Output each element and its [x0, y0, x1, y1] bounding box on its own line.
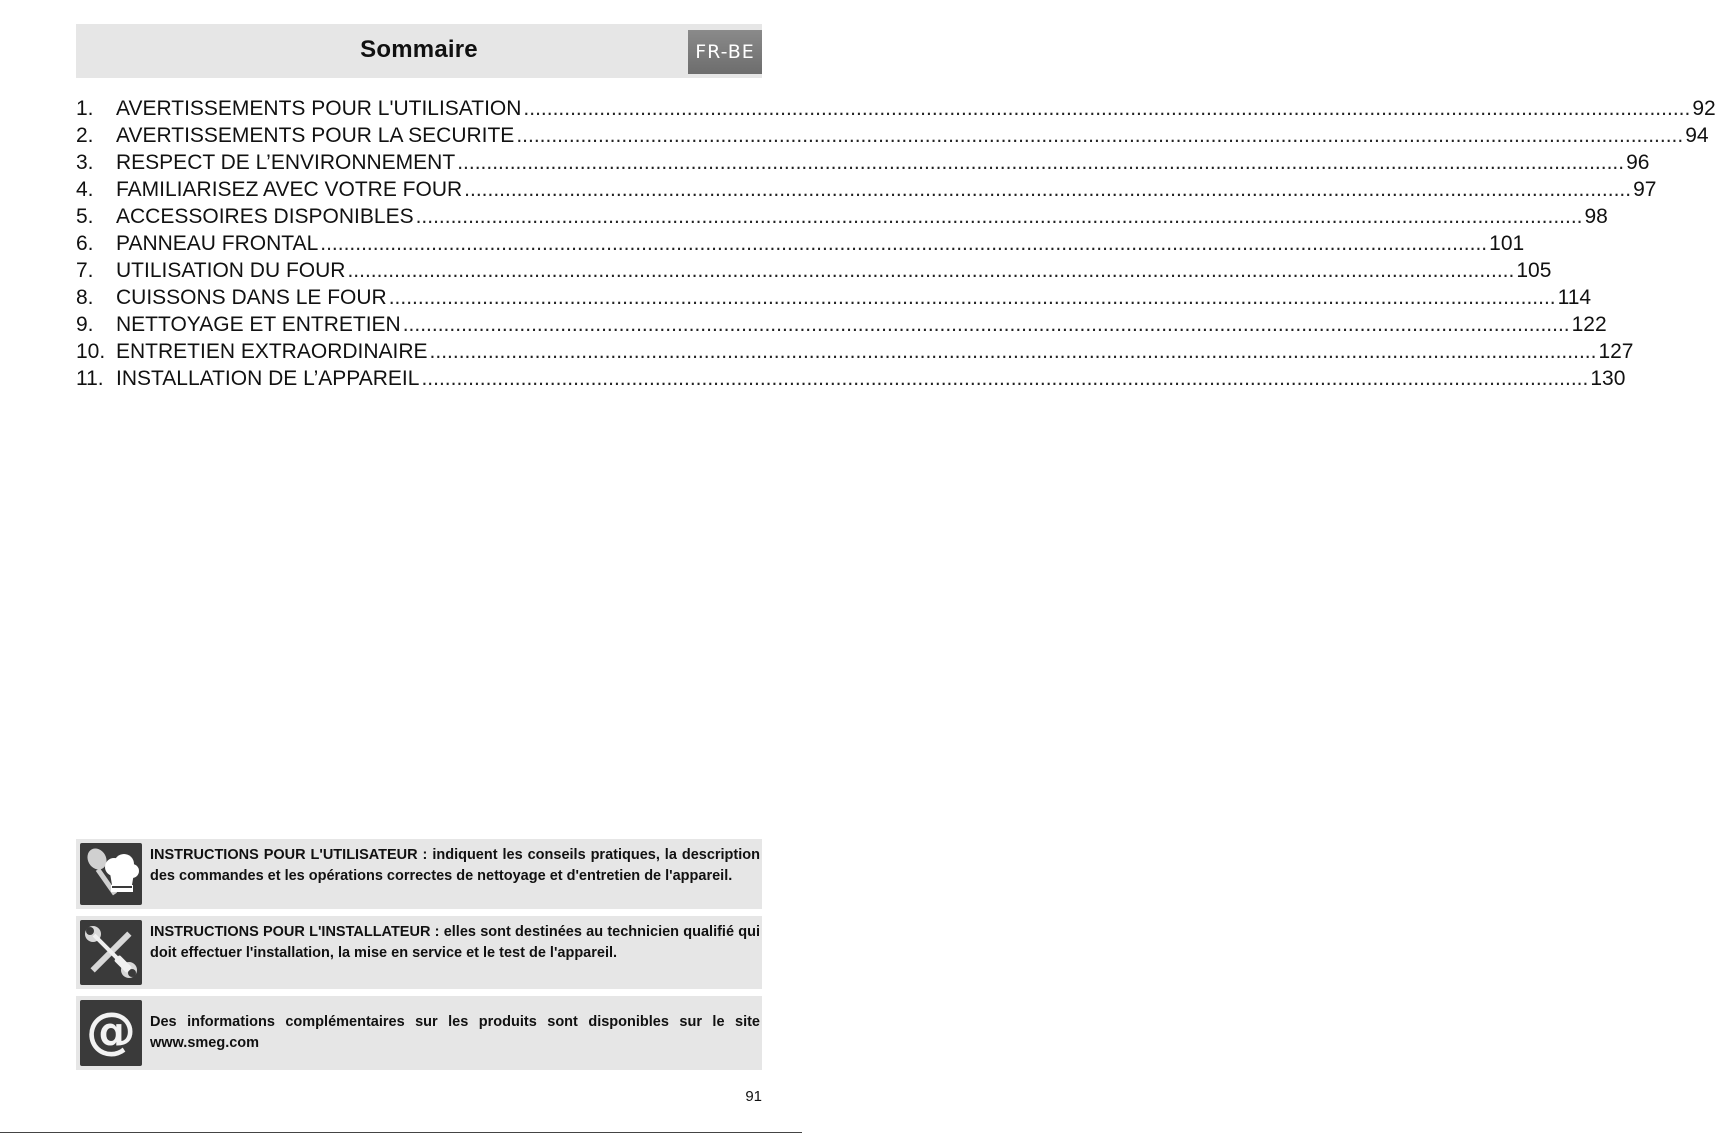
toc-entry-page: 105	[1516, 259, 1552, 282]
info-box-installer-instructions	[76, 916, 762, 989]
toc-entry-title: UTILISATION DU FOUR	[116, 259, 346, 282]
toc-entry-title: AVERTISSEMENTS POUR LA SECURITE	[116, 124, 515, 147]
toc-entry-title: CUISSONS DANS LE FOUR	[116, 286, 387, 309]
toc-entry	[76, 338, 1634, 365]
toc-entry-page: 114	[1557, 286, 1592, 309]
toc-entry-page: 98	[1584, 205, 1608, 228]
toc-entry-title: FAMILIARISEZ AVEC VOTRE FOUR	[116, 178, 463, 201]
installer-instructions-text: INSTRUCTIONS POUR L'INSTALLATEUR : elles sont destinées au technicien qualifié qui doit effectuer l'installation, la mise en service et le test de l'appareil.	[150, 924, 760, 961]
toc-entry-number: 7.	[76, 259, 94, 282]
toc-entry-number: 4.	[76, 178, 94, 201]
toc-entry-title: ACCESSOIRES DISPONIBLES	[116, 205, 414, 228]
toc-entry	[76, 365, 1626, 392]
toc-entry	[76, 176, 1657, 203]
toc-dot-leader: ........................................................................................................................................................................................................	[523, 97, 1691, 120]
toc-dot-leader: ........................................................................................................................................................................................................	[429, 340, 1597, 363]
toc-entry	[76, 122, 1709, 149]
toc-entry	[76, 149, 1650, 176]
svg-text:@: @	[86, 1002, 136, 1060]
info-box-user-instructions	[76, 839, 762, 909]
toc-entry-number: 3.	[76, 151, 94, 174]
toc-dot-leader: ........................................................................................................................................................................................................	[464, 178, 1632, 201]
toc-entry-title: ENTRETIEN EXTRAORDINAIRE	[116, 340, 428, 363]
toc-entry	[76, 257, 1552, 284]
toc-entry	[76, 230, 1525, 257]
toc-entry-page: 130	[1590, 367, 1626, 390]
toc-dot-leader: ........................................................................................................................................................................................................	[457, 151, 1625, 174]
toc-entry-page: 96	[1626, 151, 1650, 174]
toc-entry-title: NETTOYAGE ET ENTRETIEN	[116, 313, 401, 336]
toc-entry-title: AVERTISSEMENTS POUR L'UTILISATION	[116, 97, 522, 120]
toc-entry-page: 122	[1571, 313, 1607, 336]
toc-entry	[76, 95, 1716, 122]
toc-entry-page: 97	[1633, 178, 1657, 201]
toc-entry	[76, 203, 1608, 230]
header-bar	[76, 24, 762, 78]
toc-entry-number: 2.	[76, 124, 94, 147]
toc-entry	[76, 311, 1607, 338]
toc-entry-number: 8.	[76, 286, 94, 309]
toc-dot-leader: ........................................................................................................................................................................................................	[415, 205, 1583, 228]
toc-entry	[76, 284, 1592, 311]
toc-entry-page: 94	[1685, 124, 1709, 147]
at-sign-icon	[80, 1000, 142, 1066]
website-info-text: Des informations complémentaires sur les produits sont disponibles sur le site www.smeg.com	[150, 1014, 760, 1051]
toc-entry-page: 92	[1692, 97, 1716, 120]
chef-hat-spoon-icon	[80, 843, 142, 905]
toc-dot-leader: ........................................................................................................................................................................................................	[421, 367, 1589, 390]
toc-entry-number: 5.	[76, 205, 94, 228]
toc-dot-leader: ........................................................................................................................................................................................................	[516, 124, 1684, 147]
toc-entry-number: 11.	[76, 367, 104, 390]
toc-entry-title: INSTALLATION DE L’APPAREIL	[116, 367, 420, 390]
language-badge: FR-BE	[688, 30, 762, 74]
info-box-website-info	[76, 996, 762, 1070]
bottom-divider	[0, 1132, 802, 1133]
toc-entry-page: 127	[1598, 340, 1634, 363]
toc-entry-number: 6.	[76, 232, 94, 255]
wrench-screwdriver-icon	[80, 920, 142, 985]
page-number: 91	[745, 1088, 762, 1105]
toc-entry-number: 10.	[76, 340, 106, 363]
toc-entry-number: 9.	[76, 313, 94, 336]
toc-entry-number: 1.	[76, 97, 94, 120]
toc-entry-title: RESPECT DE L’ENVIRONNEMENT	[116, 151, 456, 174]
toc-dot-leader: ........................................................................................................................................................................................................	[388, 286, 1556, 309]
toc-entry-page: 101	[1489, 232, 1525, 255]
toc-entry-title: PANNEAU FRONTAL	[116, 232, 319, 255]
table-of-contents	[76, 95, 1716, 392]
page-title: Sommaire	[360, 36, 478, 63]
toc-dot-leader: ........................................................................................................................................................................................................	[320, 232, 1488, 255]
user-instructions-text: INSTRUCTIONS POUR L'UTILISATEUR : indiquent les conseils pratiques, la description des commandes et les opérations correctes de nettoyage et d'entretien de l'appareil.	[150, 847, 760, 884]
toc-dot-leader: ........................................................................................................................................................................................................	[347, 259, 1515, 282]
toc-dot-leader: ........................................................................................................................................................................................................	[402, 313, 1570, 336]
